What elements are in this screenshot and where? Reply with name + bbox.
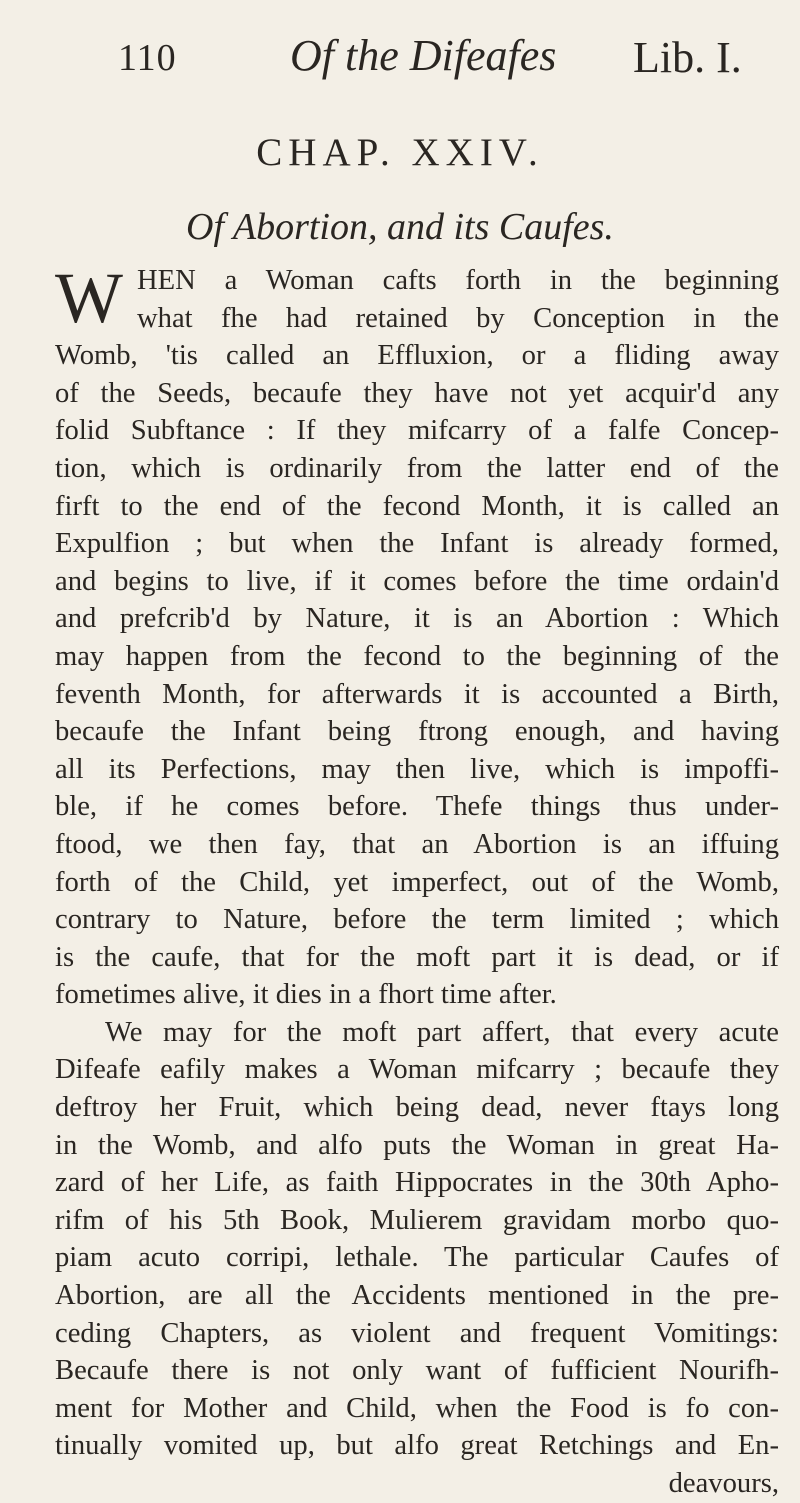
text-line: fometimes alive, it dies in a fhort time after.: [55, 979, 557, 1011]
text-line: Abortion, are all the Accidents mentioned in the pre-: [55, 1280, 779, 1312]
text-line: and begins to live, if it comes before the time ordain'd: [55, 565, 779, 597]
running-title: Of the Difeafes: [290, 31, 557, 80]
text-line: may happen from the fecond to the beginning of the: [55, 640, 779, 672]
text-line: ment for Mother and Child, when the Food is fo con-: [55, 1392, 779, 1424]
text-line: Womb, 'tis called an Effluxion, or a fliding away: [55, 340, 779, 372]
text-line: in the Womb, and alfo puts the Woman in great Ha-: [55, 1129, 779, 1161]
text-line: deftroy her Fruit, which being dead, never ftays long: [55, 1092, 779, 1124]
text-line: firft to the end of the fecond Month, it is called an: [55, 490, 779, 522]
text-line: zard of her Life, as faith Hippocrates in the 30th Apho-: [55, 1167, 779, 1199]
text-line: Difeafe eafily makes a Woman mifcarry ; becaufe they: [55, 1054, 779, 1086]
text-line: all its Perfections, may then live, which is impoffi-: [55, 753, 779, 785]
text-line: tinually vomited up, but alfo great Retchings and En-: [55, 1430, 779, 1462]
text-line: folid Subftance : If they mifcarry of a falfe Concep-: [55, 415, 779, 447]
chapter-title: Of Abortion, and its Caufes.: [186, 206, 614, 248]
book-label: Lib. I.: [633, 33, 742, 82]
text-line: feventh Month, for afterwards it is accounted a Birth,: [55, 678, 779, 710]
text-line: ftood, we then fay, that an Abortion is an iffuing: [55, 828, 779, 860]
text-line: rifm of his 5th Book, Mulierem gravidam morbo quo-: [55, 1204, 779, 1236]
text-line: ceding Chapters, as violent and frequent Vomitings:: [55, 1317, 779, 1349]
text-line: and prefcrib'd by Nature, it is an Abortion : Which: [55, 603, 779, 635]
text-line: what fhe had retained by Conception in the: [137, 302, 779, 334]
text-line: is the caufe, that for the moft part it is dead, or if: [55, 941, 779, 973]
text-line: contrary to Nature, before the term limited ; which: [55, 904, 779, 936]
text-line: Expulfion ; but when the Infant is already formed,: [55, 528, 779, 560]
text-line: ble, if he comes before. Thefe things thus under-: [55, 791, 779, 823]
text-line: Becaufe there is not only want of fufficient Nourifh-: [55, 1355, 779, 1387]
running-head: [0, 30, 800, 90]
drop-cap: W: [55, 258, 123, 338]
body-text: [55, 258, 779, 1503]
text-line: forth of the Child, yet imperfect, out of the Womb,: [55, 866, 779, 898]
text-line: We may for the moft part affert, that every acute: [105, 1016, 779, 1048]
text-line: tion, which is ordinarily from the latter end of the: [55, 452, 779, 484]
page-number: 110: [118, 37, 177, 79]
text-line: becaufe the Infant being ftrong enough, and having: [55, 716, 779, 748]
text-line: HEN a Woman cafts forth in the beginning: [137, 265, 779, 296]
chapter-heading: CHAP. XXIV.: [256, 131, 544, 174]
text-line: of the Seeds, becaufe they have not yet acquir'd any: [55, 377, 779, 409]
text-line: piam acuto corripi, lethale. The particular Caufes of: [55, 1242, 779, 1274]
catchword: deavours,: [668, 1468, 779, 1499]
